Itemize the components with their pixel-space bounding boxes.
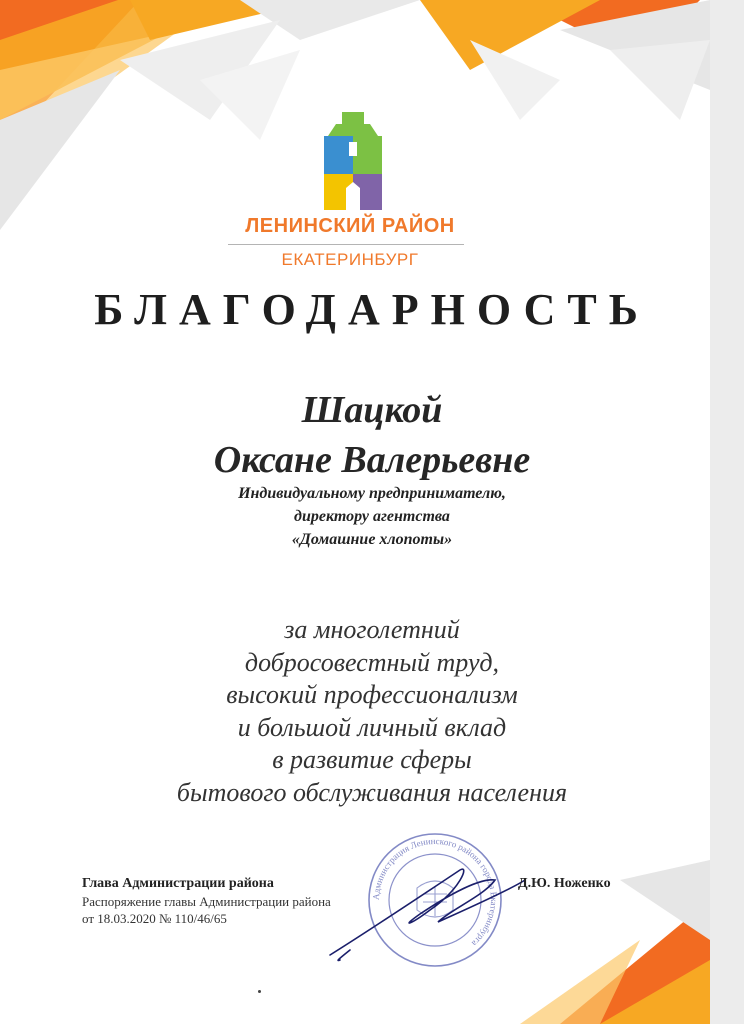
recipient-surname: Шацкой [301, 389, 443, 431]
certificate-title: БЛАГОДАРНОСТЬ [94, 285, 650, 334]
scan-edge [710, 0, 744, 1024]
reason-line: бытового обслуживания населения [176, 777, 568, 807]
recipient-given-name: Оксане Валерьевне [213, 439, 531, 481]
reason-line: добросовестный труд, [244, 647, 500, 677]
recipient-role-line: директору агентства [294, 508, 450, 525]
recipient-role-line: Индивидуальному предпринимателю, [238, 485, 506, 502]
reason-line: и большой личный вклад [237, 712, 507, 742]
handwritten-signature [310, 850, 540, 970]
order-date-number: от 18.03.2020 № 110/46/65 [82, 911, 227, 926]
district-name: ЛЕНИНСКИЙ РАЙОН [245, 215, 455, 237]
order-reference: Распоряжение главы Администрации района [82, 894, 331, 909]
scan-speck [258, 990, 261, 993]
signer-name: Д.Ю. Ноженко [518, 876, 611, 891]
signer-position: Глава Администрации района [82, 876, 274, 891]
logo-divider [228, 244, 464, 245]
district-logo [320, 112, 386, 212]
stamp-text: Администрация Ленинского района города Екатеринбурга [370, 835, 500, 949]
reason-line: за многолетний [284, 615, 460, 644]
reason-text [80, 614, 664, 809]
city-name: ЕКАТЕРИНБУРГ [281, 250, 419, 269]
reason-line: в развитие сферы [272, 745, 472, 774]
reason-line: высокий профессионализм [226, 680, 518, 709]
recipient-role-line: «Домашние хлопоты» [291, 531, 453, 548]
